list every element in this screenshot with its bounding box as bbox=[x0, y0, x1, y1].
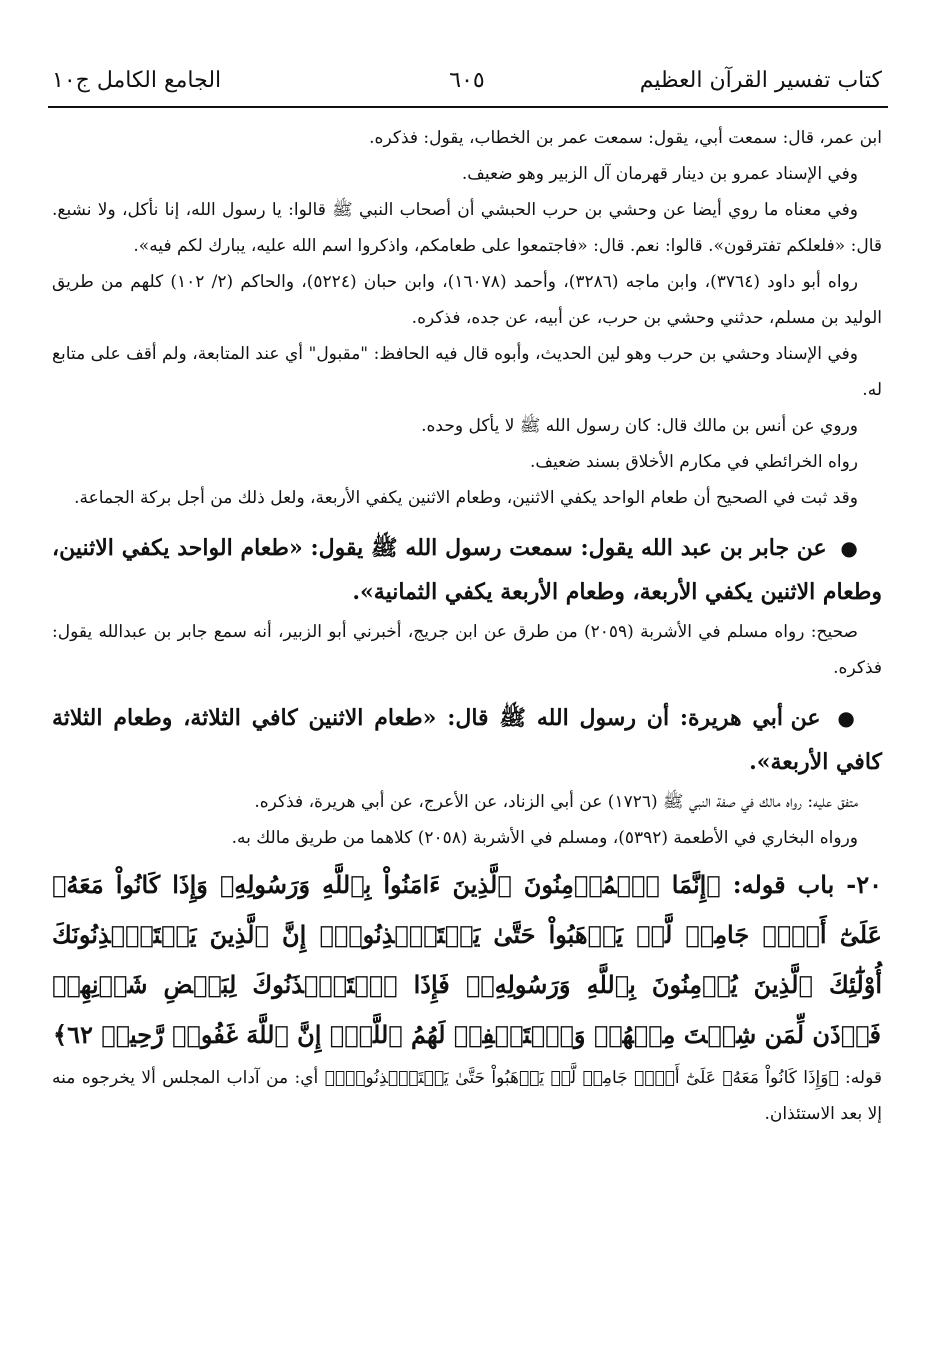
paragraph: ابن عمر، قال: سمعت أبي، يقول: سمعت عمر بن الخطاب، يقول: فذكره. bbox=[369, 128, 882, 148]
header-volume-title: الجامع الكامل ج١٠ bbox=[52, 67, 222, 93]
header-rule bbox=[48, 106, 888, 108]
paragraph: وفي معناه ما روي أيضا عن وحشي بن حرب الحبشي أن أصحاب النبي ﷺ قالوا: يا رسول الله، إنا نأكل، ولا نشبع. قال: «فلعلكم تفترقون». قالوا: نعم. قال: «فاجتمعوا على طعامكم، واذكروا اسم الله عليه، يبارك لكم فيه». bbox=[52, 200, 882, 256]
hadith-jabir bbox=[52, 526, 882, 614]
chapter-title: ٢٠- باب قوله: bbox=[732, 870, 882, 899]
paragraph: رواه الخرائطي في مكارم الأخلاق بسند ضعيف. bbox=[530, 452, 858, 472]
quran-verse: ﴿إِنَّمَا ٱلۡمُؤۡمِنُونَ ٱلَّذِينَ ءَامَنُواْ بِٱللَّهِ وَرَسُولِهِۦ وَإِذَا كَانُواْ مَعَهُۥ عَلَىٰٓ أَمۡرٖ جَامِعٖ لَّمۡ يَذۡهَبُواْ حَتَّىٰ يَسۡتَـٔۡذِنُوهُۚ إِنَّ ٱلَّذِينَ يَسۡتَـٔۡذِنُونَكَ أُوْلَٰٓئِكَ ٱلَّذِينَ يُؤۡمِنُونَ بِٱللَّهِ وَرَسُولِهِۦۚ فَإِذَا ٱسۡتَـٔۡذَنُوكَ لِبَعۡضِ شَأۡنِهِمۡ فَأۡذَن لِّمَن شِئۡتَ مِنۡهُمۡ وَٱسۡتَغۡفِرۡ لَهُمُ ٱللَّهَۚ إِنَّ ٱللَّهَ غَفُورٞ رَّحِيمٞ ٦٢﴾ bbox=[52, 870, 882, 1049]
bullet-icon: ● bbox=[837, 706, 858, 730]
chapter-heading bbox=[52, 860, 882, 1060]
paragraph: وفي الإسناد وحشي بن حرب وهو لين الحديث، وأبوه قال فيه الحافظ: "مقبول" أي عند المتابعة، ولم أقف على متابع له. bbox=[52, 344, 882, 400]
hadith-text: عن جابر بن عبد الله يقول: سمعت رسول الله ﷺ يقول: «طعام الواحد يكفي الاثنين، وطعام الاثنين يكفي الأربعة، وطعام الأربعة يكفي الثمانية». bbox=[52, 535, 882, 605]
hadith-abu-hurayra bbox=[52, 696, 882, 784]
running-header bbox=[52, 58, 882, 102]
hadith-jabir-note: صحيح: رواه مسلم في الأشربة (٢٠٥٩) من طرق عن ابن جريج، أخبرني أبو الزبير، أنه سمع جابر بن عبدالله يقول: فذكره. bbox=[52, 622, 882, 678]
hadith-text: عن أبي هريرة: أن رسول الله ﷺ قال: «طعام الاثنين كافي الثلاثة، وطعام الثلاثة كافي الأربعة». bbox=[52, 705, 882, 775]
hadith-abu-hurayra-note: متفق عليه: رواه مالك في صفة النبي ﷺ (١٧٢٦) عن أبي الزناد، عن الأعرج، عن أبي هريرة، فذكره. bbox=[254, 792, 858, 812]
hadith-abu-hurayra-note: ورواه البخاري في الأطعمة (٥٣٩٢)، ومسلم في الأشربة (٢٠٥٨) كلاهما من طريق مالك به. bbox=[231, 828, 858, 848]
paragraph: وروي عن أنس بن مالك قال: كان رسول الله ﷺ لا يأكل وحده. bbox=[421, 416, 858, 436]
page-number: ٦٠٥ bbox=[449, 67, 485, 93]
paragraph: وقد ثبت في الصحيح أن طعام الواحد يكفي الاثنين، وطعام الاثنين يكفي الأربعة، ولعل ذلك من أجل بركة الجماعة. bbox=[74, 488, 858, 508]
bullet-icon: ● bbox=[840, 536, 859, 560]
commentary: قوله: ﴿وَإِذَا كَانُواْ مَعَهُۥ عَلَىٰٓ أَمۡرٖ جَامِعٖ لَّمۡ يَذۡهَبُواْ حَتَّىٰ يَسۡتَـٔۡذِنُوهُۚ﴾ أي: من آداب المجلس ألا يخرجوه منه إلا بعد الاستئذان. bbox=[52, 1068, 882, 1124]
page-body bbox=[52, 120, 882, 1132]
paragraph: وفي الإسناد عمرو بن دينار قهرمان آل الزبير وهو ضعيف. bbox=[461, 164, 858, 184]
header-book-title: كتاب تفسير القرآن العظيم bbox=[639, 67, 882, 93]
paragraph: رواه أبو داود (٣٧٦٤)، وابن ماجه (٣٢٨٦)، وأحمد (١٦٠٧٨)، وابن حبان (٥٢٢٤)، والحاكم (٢/ ١٠٢) كلهم من طريق الوليد بن مسلم، حدثني وحشي بن حرب، عن أبيه، عن جده، فذكره. bbox=[52, 272, 882, 328]
